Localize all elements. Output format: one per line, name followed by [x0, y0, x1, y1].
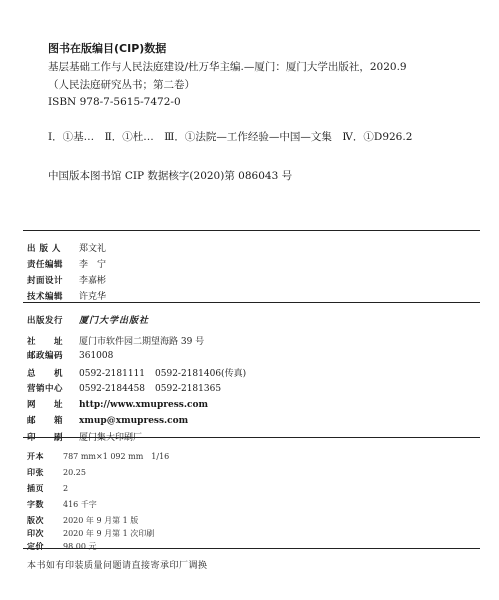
publisher-row — [27, 313, 149, 326]
printer-value: 厦门集大印刷厂 — [79, 433, 143, 443]
spec-row — [27, 528, 154, 539]
printer-label: 印 刷 — [27, 433, 64, 443]
divider-rule — [23, 548, 480, 549]
email-label: 邮 箱 — [27, 416, 64, 426]
spec-row — [27, 499, 97, 510]
spec-label: 印张 — [27, 468, 44, 477]
spec-label: 版次 — [27, 516, 44, 525]
sales-row — [27, 382, 231, 394]
credit-row — [27, 257, 106, 270]
spec-label: 字数 — [27, 500, 44, 509]
spec-value: 20.25 — [63, 468, 86, 477]
cip-heading: 图书在版编目(CIP)数据 — [48, 42, 167, 55]
spec-value: 416 千字 — [63, 500, 97, 509]
spec-value: 2020 年 9 月第 1 次印刷 — [63, 529, 155, 538]
credit-row — [27, 289, 106, 302]
phone-label: 总 机 — [27, 369, 64, 379]
sales-number: 0592-2184458 — [79, 384, 146, 394]
website-link[interactable]: http://www.xmupress.com — [79, 400, 208, 410]
spec-value: 2020 年 9 月第 1 版 — [63, 516, 139, 525]
credit-label: 封面设计 — [27, 276, 64, 286]
postcode-value: 361008 — [79, 351, 114, 361]
divider-rule — [23, 437, 480, 438]
phone-number: 0592-2181111 — [79, 369, 146, 379]
spec-row — [27, 515, 138, 526]
cip-bibliographic-line: 基层基础工作与人民法庭建设/杜万华主编.—厦门：厦门大学出版社，2020.9 — [48, 61, 407, 73]
spec-row — [27, 451, 169, 462]
cip-isbn: ISBN 978-7-5615-7472-0 — [48, 96, 181, 108]
website-label: 网 址 — [27, 400, 64, 410]
email-row — [27, 414, 188, 426]
spec-label: 插页 — [27, 484, 44, 493]
credit-value: 李 宁 — [79, 260, 107, 270]
spec-label: 开本 — [27, 452, 44, 461]
address-label: 社 址 — [27, 337, 64, 347]
phone-value — [79, 366, 256, 379]
quality-notice: 本书如有印装质量问题请直接寄承印厂调换 — [27, 561, 208, 571]
spec-row — [27, 467, 86, 478]
postcode-row — [27, 349, 113, 361]
sales-label: 营销中心 — [27, 384, 64, 394]
credit-row — [27, 273, 106, 286]
phone-row — [27, 366, 256, 379]
sales-value — [79, 384, 231, 394]
sales-number: 0592-2181365 — [155, 384, 222, 394]
publisher-label: 出版发行 — [27, 316, 64, 326]
divider-rule — [23, 302, 480, 303]
spec-value: 2 — [63, 484, 69, 493]
credit-value: 许克华 — [79, 292, 107, 302]
postcode-label: 邮政编码 — [27, 351, 64, 361]
spec-value: 787 mm×1 092 mm 1/16 — [63, 452, 170, 461]
spec-row — [27, 541, 96, 552]
spec-row — [27, 483, 68, 494]
spec-value: 98.00 元 — [63, 542, 97, 551]
credit-row — [27, 241, 106, 254]
spec-label: 定价 — [27, 542, 44, 551]
divider-rule — [23, 230, 480, 231]
address-value: 厦门市软件园二期望海路 39 号 — [79, 337, 205, 347]
spec-label: 印次 — [27, 529, 44, 538]
cip-series-line: （人民法庭研究丛书；第二卷） — [48, 79, 195, 91]
credit-label: 技术编辑 — [27, 292, 64, 302]
address-row — [27, 334, 204, 347]
cip-classification: Ⅰ．①基… Ⅱ．①杜… Ⅲ．①法院—工作经验—中国—文集 Ⅳ．①D926.2 — [48, 131, 413, 143]
publisher-logo: 厦门大学出版社 — [79, 316, 150, 326]
website-row — [27, 398, 208, 410]
credit-label: 出 版 人 — [27, 244, 61, 254]
credit-value: 郑文礼 — [79, 244, 107, 254]
credit-value: 李嘉彬 — [79, 276, 107, 286]
email-link[interactable]: xmup@xmupress.com — [79, 416, 189, 426]
fax-number: 0592-2181406(传真) — [155, 369, 247, 379]
cip-check-number: 中国版本图书馆 CIP 数据核字(2020)第 086043 号 — [48, 170, 293, 182]
credit-label: 责任编辑 — [27, 260, 64, 270]
